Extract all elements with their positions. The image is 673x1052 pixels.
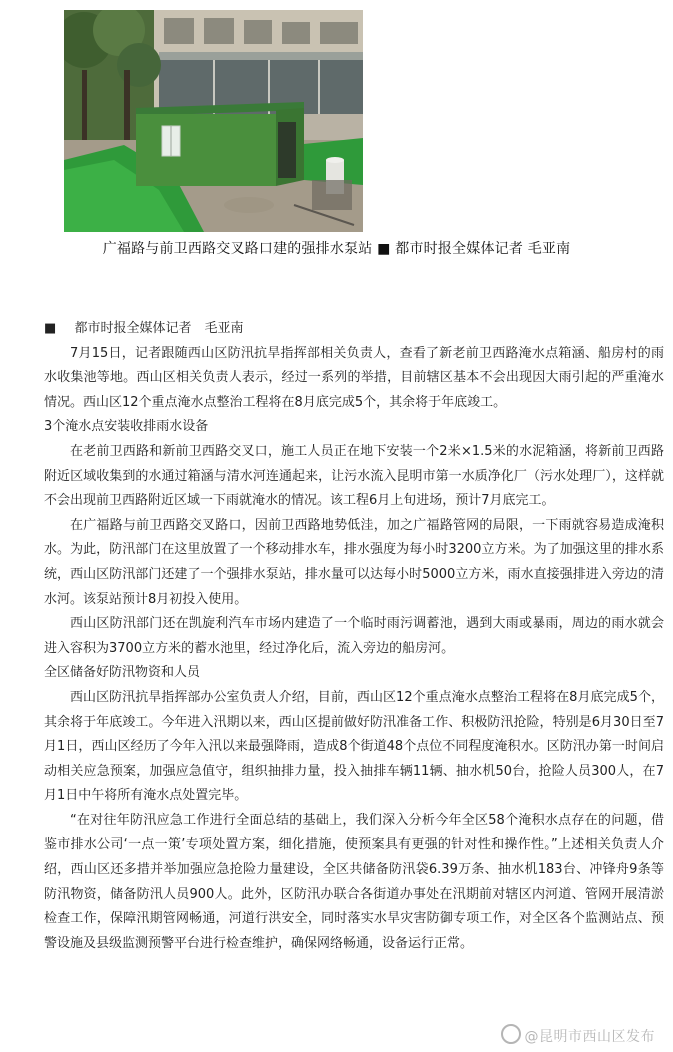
paragraph-1: 7月15日，记者跟随西山区防汛抗旱指挥部相关负责人，查看了新老前卫西路淹水点箱涵、船房村的雨水收集池等地。西山区相关负责人表示，经过一系列的举措，目前辖区基本不会出现因大雨引起的严重淹水情况。西山区12个重点淹水点整治工程将在8月底完成5个，其余将于年底竣工。 [44,345,664,410]
byline-mark: ■ [44,321,57,336]
subheading-1: 3个淹水点安装收排雨水设备 [44,419,209,435]
article-body [44,317,664,956]
paragraph-4: 西山区防汛部门还在凯旋利汽车市场内建造了一个临时雨污调蓄池，遇到大雨或暴雨，周边的雨水就会进入容积为3700立方米的蓄水池里，经过净化后，流入旁边的船房河。 [44,616,664,656]
article-byline [44,317,664,342]
watermark [501,1024,656,1046]
paragraph-3: 在广福路与前卫西路交叉路口，因前卫西路地势低洼，加之广福路管网的局限，一下雨就容易造成淹积水。为此，防汛部门在这里放置了一个移动排水车，排水强度为每小时3200立方米。为了加强这里的排水系统，西山区防汛部门还建了一个强排水泵站，排水量可以达每小时5000立方米，雨水直接强排进入旁边的清水河。该泵站预计8月初投入使用。 [44,517,664,607]
pump-station-photo [64,10,363,232]
weibo-icon [501,1024,521,1044]
caption-text: 广福路与前卫西路交叉路口建的强排水泵站 [102,241,373,257]
news-photo [64,10,363,232]
paragraph-2: 在老前卫西路和新前卫西路交叉口，施工人员正在地下安装一个2米×1.5米的水泥箱涵，将新前卫西路附近区域收集到的水通过箱涵与清水河连通起来，让污水流入昆明市第一水质净化厂（污水处理厂），这样就不会出现前卫西路附近区域一下雨就淹水的情况。该工程6月上旬进场，预计7月底完工。 [44,443,664,509]
caption-credit: 都市时报全媒体记者 毛亚南 [395,241,571,257]
photo-caption [0,239,673,259]
subheading-2: 全区储备好防汛物资和人员 [44,665,201,681]
paragraph-6: “在对往年防汛应急工作进行全面总结的基础上，我们深入分析今年全区58个淹积水点存在的问题，借鉴市排水公司‘一点一策’专项处置方案，细化措施，使预案具有更强的针对性和操作性。”上述相关负责人介绍，西山区还多措并举加强应急抢险力量建设，全区共储备防汛袋6.39万条、抽水机183台、冲锋舟9条等防汛物资，储备防汛人员900人。此外，区防汛办联合各街道办事处在汛期前对辖区内河道、管网开展清淤检查工作，保障汛期管网畅通，河道行洪安全，同时落实水旱灾害防御专项工作，对全区各个监测站点、预警设施及县级监测预警平台进行检查维护，确保网络畅通，设备运行正常。 [44,812,664,951]
paragraph-5: 西山区防汛抗旱指挥部办公室负责人介绍，目前，西山区12个重点淹水点整治工程将在8月底完成5个，其余将于年底竣工。今年进入汛期以来，西山区提前做好防汛准备工作、积极防汛抢险，特别是6月30日至7月1日，西山区经历了今年入汛以来最强降雨，造成8个街道48个点位不同程度淹积水。区防汛办第一时间启动相关应急预案，加强应急值守，组织抽排力量，投入抽排车辆11辆、抽水机50台，抢险人员300人，在7月1日中午将所有淹水点处置完毕。 [44,689,664,804]
byline-text: 都市时报全媒体记者 毛亚南 [74,321,244,336]
caption-separator: ■ [377,241,391,257]
watermark-text: @昆明市西山区发布 [524,1029,655,1045]
